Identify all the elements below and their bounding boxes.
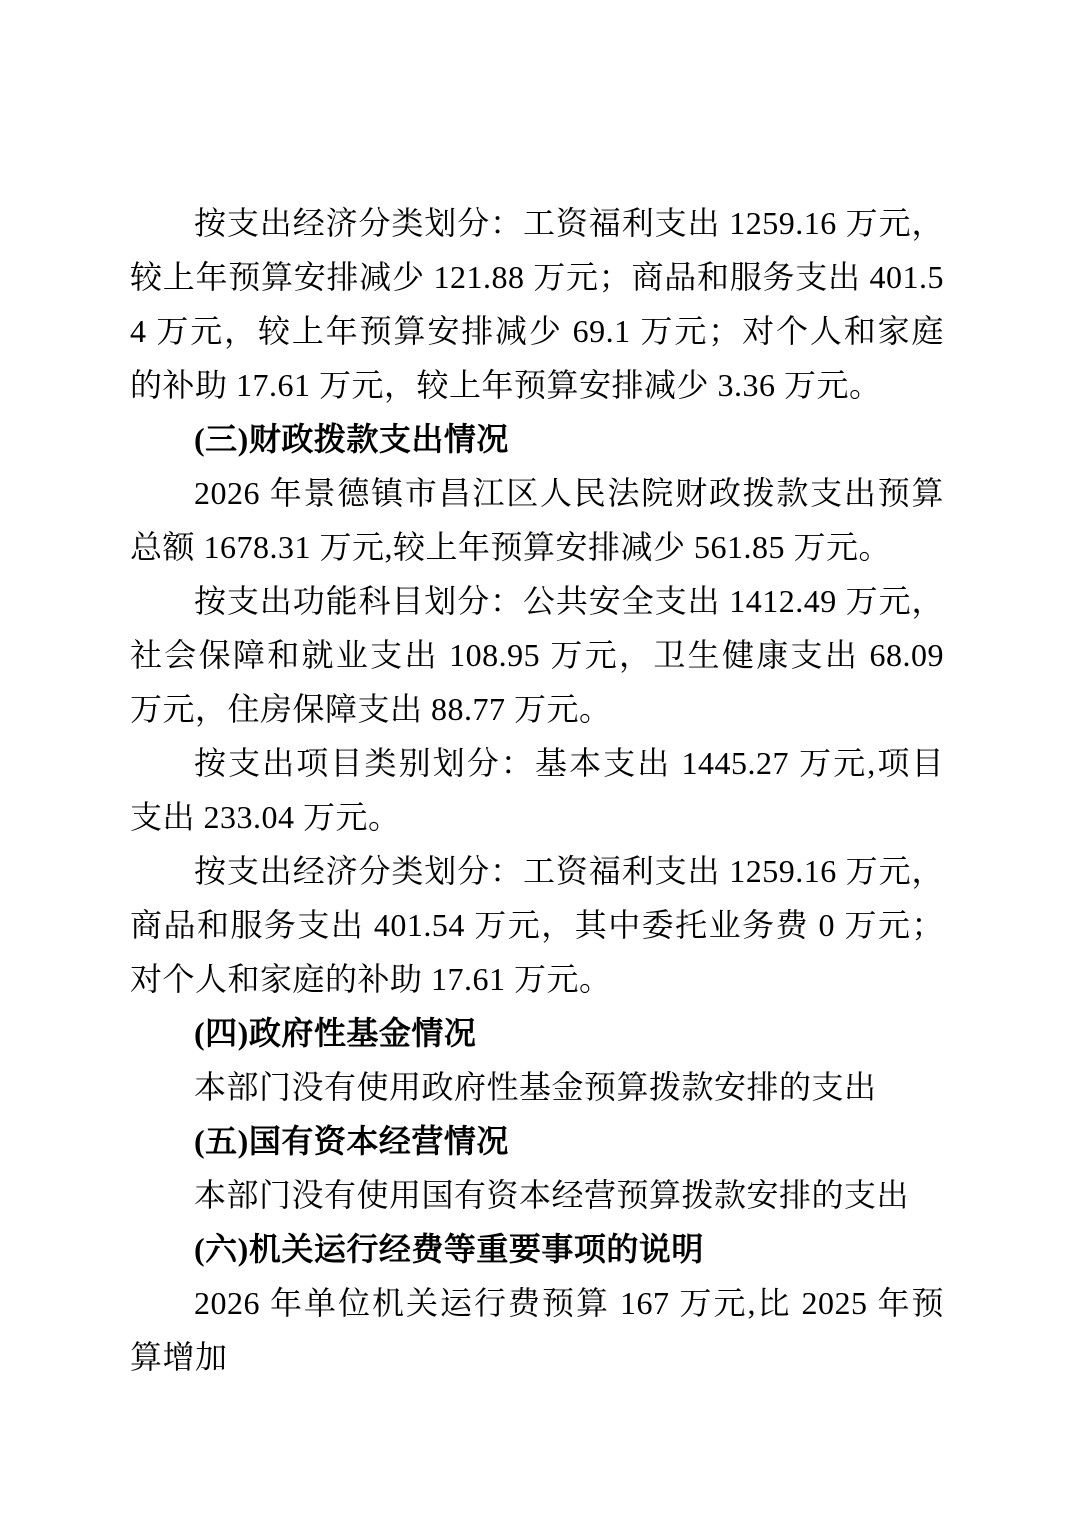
paragraph-state-capital: 本部门没有使用国有资本经营预算拨款安排的支出 [194,1177,910,1213]
paragraph-economic-classification-general: 按支出经济分类划分：工资福利支出 1259.16 万元，较上年预算安排减少 121.88 万元；商品和服务支出 401.54 万元，较上年预算安排减少 69.1 万元；对个人和家庭的补助 17.61 万元，较上年预算安排减少 3.36 万元。 [130,205,944,403]
heading-section-6-operating-expenses: (六)机关运行经费等重要事项的说明 [194,1231,704,1267]
paragraph-government-fund: 本部门没有使用政府性基金预算拨款安排的支出 [194,1069,877,1105]
heading-section-3-fiscal-appropriation-expenditure: (三)财政拨款支出情况 [194,421,509,457]
heading-section-5-state-capital: (五)国有资本经营情况 [194,1123,509,1159]
paragraph-economic-classification-fiscal: 按支出经济分类划分：工资福利支出 1259.16 万元，商品和服务支出 401.54 万元，其中委托业务费 0 万元；对个人和家庭的补助 17.61 万元。 [130,853,944,997]
paragraph-fiscal-appropriation-total: 2026 年景德镇市昌江区人民法院财政拨款支出预算总额 1678.31 万元,较上年预算安排减少 561.85 万元。 [130,475,944,565]
paragraph-project-classification: 按支出项目类别划分：基本支出 1445.27 万元,项目支出 233.04 万元。 [130,745,944,835]
paragraph-operating-cost: 2026 年单位机关运行费预算 167 万元,比 2025 年预算增加 [130,1285,944,1375]
document-body [130,196,944,1384]
heading-section-4-government-fund: (四)政府性基金情况 [194,1015,477,1051]
paragraph-function-classification: 按支出功能科目划分：公共安全支出 1412.49 万元，社会保障和就业支出 108.95 万元，卫生健康支出 68.09 万元，住房保障支出 88.77 万元。 [130,583,944,727]
